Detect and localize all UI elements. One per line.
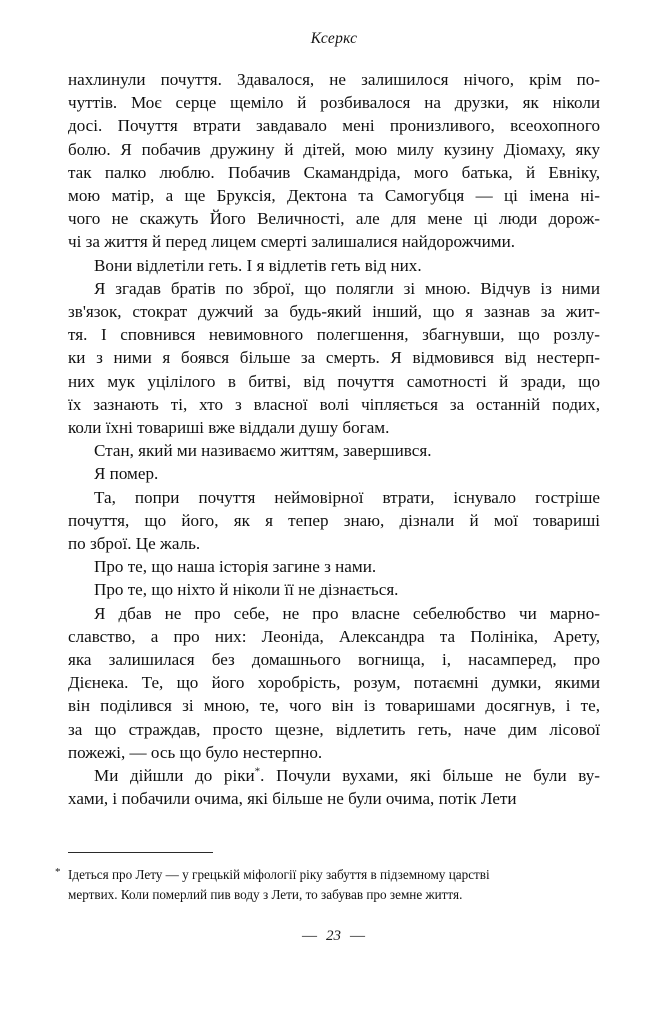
text-line: Про те, що наша історія загине з нами. bbox=[94, 557, 377, 577]
footnote-separator-rule bbox=[68, 852, 213, 853]
footnote-line: Ідеться про Лету — у грецькій міфології ріку забуття в підземному царстві bbox=[68, 867, 490, 882]
text-line: Та, попри почуття неймовірної втрати, існувало гостріше bbox=[94, 487, 600, 507]
text-line: ки з ними я боявся більше за смерть. Я відмовився від нестерп- bbox=[68, 348, 600, 368]
text-line: болю. Я побачив дружину й дітей, мою милу кузину Діомаху, яку bbox=[68, 139, 600, 159]
footnote-area bbox=[55, 852, 600, 905]
text-line: коли їхні товариші вже віддали душу богам. bbox=[68, 418, 390, 438]
page-folio bbox=[0, 928, 667, 945]
text-line: мою матір, а ще Бруксія, Дектона та Самогубця — ці імена ні- bbox=[68, 186, 600, 206]
body-paragraph bbox=[68, 277, 600, 439]
text-line: Вони відлетіли геть. І я відлетів геть від них. bbox=[94, 255, 422, 275]
body-paragraph bbox=[68, 578, 600, 601]
text-line: чуттів. Моє серце щеміло й розбивалося на друзки, як ніколи bbox=[68, 93, 600, 113]
text-line: Я дбав не про себе, не про власне себелюбство чи марно- bbox=[94, 603, 600, 623]
folio-dash-left: — bbox=[302, 928, 317, 944]
text-line: Дієнека. Те, що його хоробрість, розум, потаємні думки, якими bbox=[68, 673, 600, 693]
text-line: Про те, що ніхто й ніколи її не дізнається. bbox=[94, 580, 399, 600]
text-line: за що страждав, просто щезне, відлетить геть, наче дим лісової bbox=[68, 719, 600, 739]
text-line: Ми дійшли до ріки*. Почули вухами, які більше не були ву- bbox=[94, 765, 600, 786]
text-line: нахлинули почуття. Здавалося, не залишилося нічого, крім по- bbox=[68, 70, 600, 89]
text-line: досі. Почуття втрати завдавало мені пронизливого, всеохопного bbox=[68, 116, 600, 136]
body-paragraph bbox=[68, 602, 600, 764]
body-paragraph bbox=[68, 764, 600, 810]
text-line: зв'язок, стократ дужчий за будь-який інший, що я зазнав за жит- bbox=[68, 302, 600, 322]
footnote-line: мертвих. Коли померлий пив воду з Лети, то забував про земне життя. bbox=[68, 886, 463, 902]
text-line: Я згадав братів по зброї, що полягли зі мною. Відчув із ними bbox=[94, 278, 600, 298]
footnote-marker-icon: * bbox=[55, 866, 61, 878]
text-line: він поділився зі мною, те, чого він із товаришами досягнув, і те, bbox=[68, 696, 600, 716]
text-line: почуття, що його, як я тепер знаю, дізнали й мої товариші bbox=[68, 510, 600, 530]
text-line: них мук уцілілого в битві, від почуття самотності й зради, що bbox=[68, 371, 600, 391]
text-line: так палко люблю. Побачив Скамандріда, мого батька, й Евніку, bbox=[68, 162, 600, 182]
body-paragraph bbox=[68, 486, 600, 556]
footnote-reference-marker[interactable]: * bbox=[254, 765, 261, 778]
body-paragraph bbox=[68, 68, 600, 254]
text-line: Я помер. bbox=[94, 464, 159, 484]
footnote bbox=[55, 865, 600, 905]
folio-dash-right: — bbox=[350, 928, 365, 944]
text-line: їх зазнають ті, хто з власної волі чіпляється за останній подих, bbox=[68, 394, 600, 414]
text-line: чого не скажуть Його Величності, але для мене ці люди дорож- bbox=[68, 209, 600, 229]
body-paragraph bbox=[68, 462, 600, 485]
text-line: пожежі, — ось що було нестерпно. bbox=[68, 742, 323, 762]
body-paragraph bbox=[68, 439, 600, 462]
body-paragraph bbox=[68, 254, 600, 277]
folio-page-number: 23 bbox=[326, 928, 341, 944]
text-line: тя. І сповнився невимовного полегшення, збагнувши, що розлу- bbox=[68, 325, 600, 345]
text-line: яка залишилася без домашнього вогнища, і, насамперед, про bbox=[68, 650, 600, 670]
text-line: славство, а про них: Леоніда, Александра та Полініка, Арету, bbox=[68, 626, 600, 646]
text-line: чі за життя й перед лицем смерті залишалися найдорожчими. bbox=[68, 232, 516, 252]
text-line: хами, і побачили очима, які більше не були очима, потік Лети bbox=[68, 789, 517, 809]
body-text-column bbox=[68, 68, 600, 811]
body-paragraph bbox=[68, 555, 600, 578]
text-line: по зброї. Це жаль. bbox=[68, 534, 201, 554]
text-line: Стан, який ми називаємо життям, завершився. bbox=[94, 441, 432, 461]
running-head: Ксеркс bbox=[310, 30, 358, 47]
